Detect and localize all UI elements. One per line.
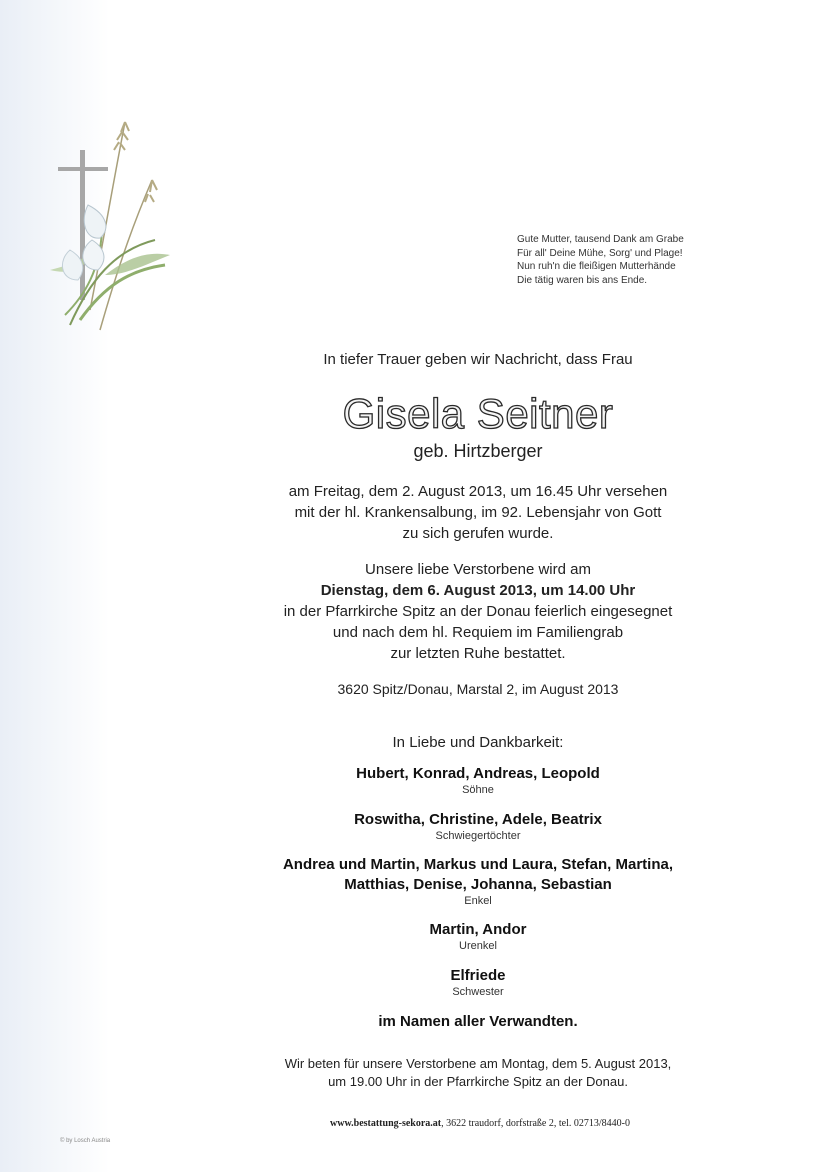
prayer-line: um 19.00 Uhr in der Pfarrkirche Spitz an der Donau. — [328, 1074, 628, 1089]
poem-line: Für all' Deine Mühe, Sorg' und Plage! — [517, 247, 683, 259]
prayer-service-note — [218, 1055, 738, 1091]
funeral-line: und nach dem hl. Requiem im Familiengrab — [332, 624, 624, 641]
mourner-group-sister — [218, 966, 738, 999]
death-announcement — [218, 481, 738, 544]
deceased-name: Gisela Seitner — [342, 390, 614, 437]
prayer-line: Wir beten für unsere Verstorbene am Montag, dem 5. August 2013, — [284, 1056, 672, 1071]
closing-line: im Namen aller Verwandten. — [378, 1013, 578, 1030]
mourner-group-sons — [218, 764, 738, 797]
poem-line: Gute Mutter, tausend Dank am Grabe — [517, 234, 684, 245]
mourner-names: Andrea und Martin, Markus und Laura, Stefan, Martina, — [282, 856, 674, 873]
mourners-heading: In Liebe und Dankbarkeit: — [392, 734, 564, 751]
cross-with-calla-lilies-icon — [30, 110, 180, 360]
mourner-names: Martin, Andor — [429, 921, 527, 938]
death-line: am Freitag, dem 2. August 2013, um 16.45 Uhr versehen — [288, 483, 668, 500]
funeral-date: Dienstag, dem 6. August 2013, um 14.00 Uhr — [320, 582, 636, 599]
intro-text: In tiefer Trauer geben wir Nachricht, dass Frau — [323, 351, 633, 368]
mourner-names: Hubert, Konrad, Andreas, Leopold — [356, 765, 600, 782]
copyright-note: © by Losch Austria — [60, 1138, 111, 1144]
funeral-line: Unsere liebe Verstorbene wird am — [365, 561, 591, 578]
mourner-names: Roswitha, Christine, Adele, Beatrix — [354, 811, 602, 828]
funeral-line: zur letzten Ruhe bestattet. — [390, 645, 566, 662]
mourner-relation: Schwester — [452, 986, 504, 998]
poem-line: Nun ruh'n die fleißigen Mutterhände — [517, 261, 676, 272]
poem — [517, 233, 777, 287]
death-line: zu sich gerufen wurde. — [402, 525, 554, 542]
mourner-names: Matthias, Denise, Johanna, Sebastian — [344, 876, 612, 893]
mourner-names: Elfriede — [450, 967, 506, 984]
mourner-group-daughters-in-law — [218, 810, 738, 843]
funeral-details — [218, 559, 738, 664]
poem-line: Die tätig waren bis ans Ende. — [517, 274, 648, 286]
funeral-home-website: www.bestattung-sekora.at — [330, 1118, 442, 1129]
mourner-relation: Schwiegertöchter — [435, 830, 521, 842]
mourner-relation: Enkel — [464, 895, 492, 907]
place-and-date: 3620 Spitz/Donau, Marstal 2, im August 2013 — [337, 681, 619, 697]
funeral-home-address: , 3622 traudorf, dorfstraße 2, tel. 02713/8440-0 — [441, 1118, 630, 1129]
maiden-name: geb. Hirtzberger — [413, 441, 543, 461]
mourner-relation: Söhne — [462, 784, 494, 796]
death-line: mit der hl. Krankensalbung, im 92. Lebensjahr von Gott — [294, 504, 662, 521]
mourner-relation: Urenkel — [459, 940, 497, 952]
mourner-group-great-grandchildren — [218, 920, 738, 953]
funeral-home-footer — [280, 1118, 680, 1129]
funeral-line: in der Pfarrkirche Spitz an der Donau feierlich eingesegnet — [283, 603, 673, 620]
mourner-group-grandchildren — [218, 855, 738, 908]
